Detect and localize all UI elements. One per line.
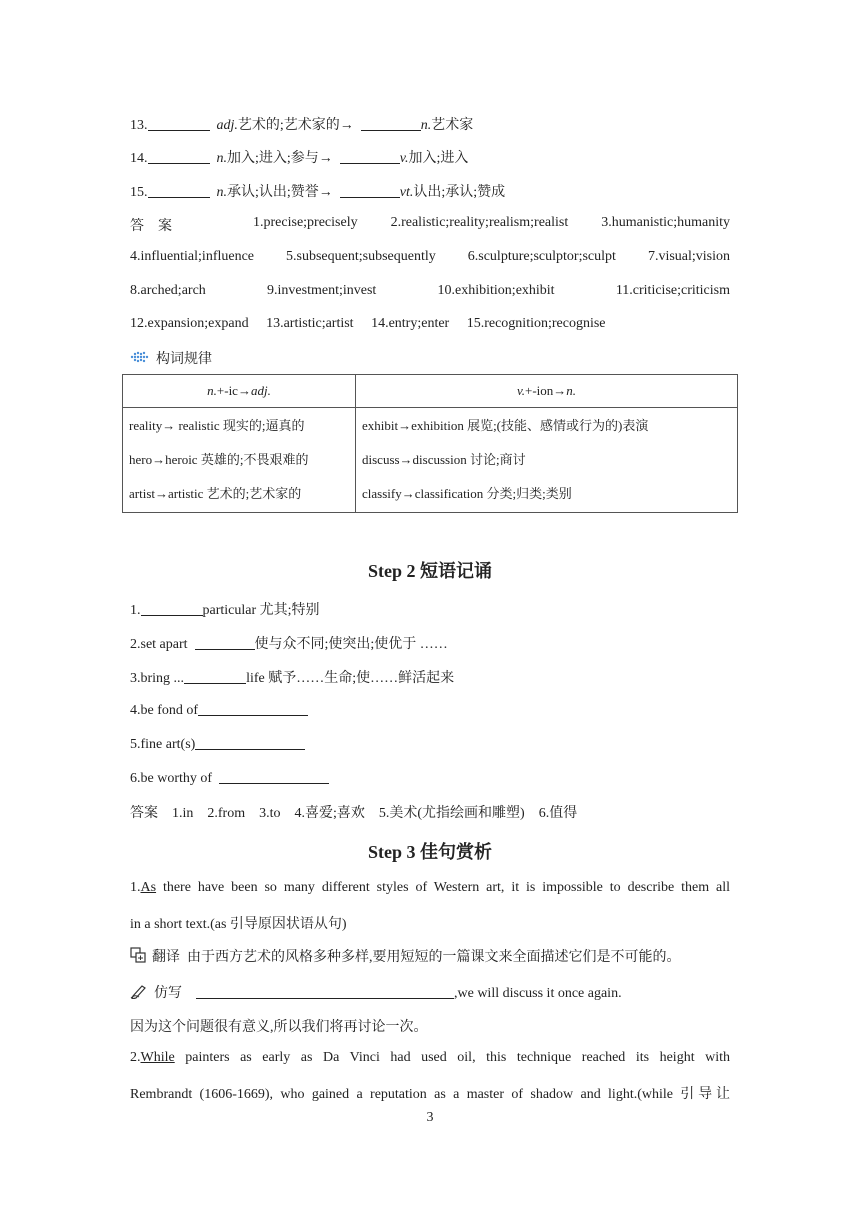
vocab-answers-row-4: 12.expansion;expand 13.artistic;artist 14.entry;enter 15.recognition;recognise	[130, 316, 606, 331]
answer-blank	[219, 769, 329, 784]
phrase-item-1: 1. particular 尤其;特别	[130, 603, 320, 618]
answer-blank	[196, 984, 454, 999]
answer-blank	[198, 701, 308, 716]
phrase-item-5: 5.fine art(s)	[130, 735, 305, 753]
answer-blank	[361, 116, 421, 131]
vocab-item-14: 14. n.加入;进入;参与→ v.加入;进入	[130, 151, 469, 166]
table-cell-left: reality→ realistic 现实的;逼真的 hero→heroic 英雄的;不畏艰难的 artist→artistic 艺术的;艺术家的	[123, 408, 356, 513]
sentence-2-line-1: 2.While painters as early as Da Vinci had used oil, this technique reached its height with	[130, 1050, 730, 1065]
vocab-answers-row-1: 答 案 1.precise;precisely 2.realistic;reality;realism;realist 3.humanistic;humanity	[130, 215, 730, 234]
imitate-chinese: 因为这个问题很有意义,所以我们将再讨论一次。	[130, 1020, 428, 1035]
answer-blank	[195, 635, 255, 650]
answer-blank	[148, 149, 210, 164]
table-cell-right: exhibit→exhibition 展览;(技能、感情或行为的)表演 discuss→discussion 讨论;商讨 classify→classification 分类;归类;类别	[356, 408, 738, 513]
table-header-right: v.+-ion→n.	[356, 375, 738, 408]
phrase-item-4: 4.be fond of	[130, 701, 308, 719]
answer-blank	[148, 183, 210, 198]
phrase-item-2: 2.set apart 使与众不同;使突出;使优于 ……	[130, 637, 448, 652]
sentence-1-line-1: 1.As there have been so many different styles of Western art, it is impossible to describe them all	[130, 880, 730, 895]
step2-title: Step 2 短语记诵	[367, 561, 492, 581]
imitate-row: 仿写 ,we will discuss it once again.	[130, 982, 622, 1004]
answer-blank	[340, 149, 400, 164]
answer-blank	[141, 601, 203, 616]
word-formation-table	[122, 374, 738, 513]
page-number: 3	[426, 1110, 434, 1125]
step3-title: Step 3 佳句赏析	[367, 842, 492, 862]
pen-icon	[130, 983, 148, 1004]
answer-blank	[340, 183, 400, 198]
vocab-item-15: 15. n.承认;认出;赞誉→ vt.认出;承认;赞成	[130, 185, 506, 200]
phrase-answers: 答案 1.in 2.from 3.to 4.喜爱;喜欢 5.美术(尤指绘画和雕塑) 6.值得	[130, 806, 578, 821]
table-header-left: n.+-ic→adj.	[123, 375, 356, 408]
sentence-2-line-2: Rembrandt (1606-1669), who gained a reputation as a master of shadow and light.(while 引导让	[130, 1087, 730, 1102]
vocab-item-13: 13. adj.艺术的;艺术家的→ n.艺术家	[130, 118, 474, 133]
word-formation-heading: 构词规律	[130, 348, 212, 368]
answer-blank	[148, 116, 210, 131]
answer-blank	[195, 735, 305, 750]
translate-icon	[130, 947, 146, 968]
dotted-grid-icon	[130, 351, 150, 368]
phrase-item-6: 6.be worthy of	[130, 769, 329, 787]
phrase-item-3: 3.bring ... life 赋予……生命;使……鲜活起来	[130, 671, 455, 686]
answer-blank	[184, 669, 246, 684]
vocab-answers-row-2: 4.influential;influence 5.subsequent;subsequently 6.sculpture;sculptor;sculpt 7.visual;vision	[130, 249, 730, 264]
vocab-answers-row-3: 8.arched;arch 9.investment;invest 10.exhibition;exhibit 11.criticise;criticism	[130, 283, 730, 298]
translate-row: 翻译 由于西方艺术的风格多种多样,要用短短的一篇课文来全面描述它们是不可能的。	[130, 946, 681, 968]
sentence-1-line-2: in a short text.(as 引导原因状语从句)	[130, 917, 347, 932]
